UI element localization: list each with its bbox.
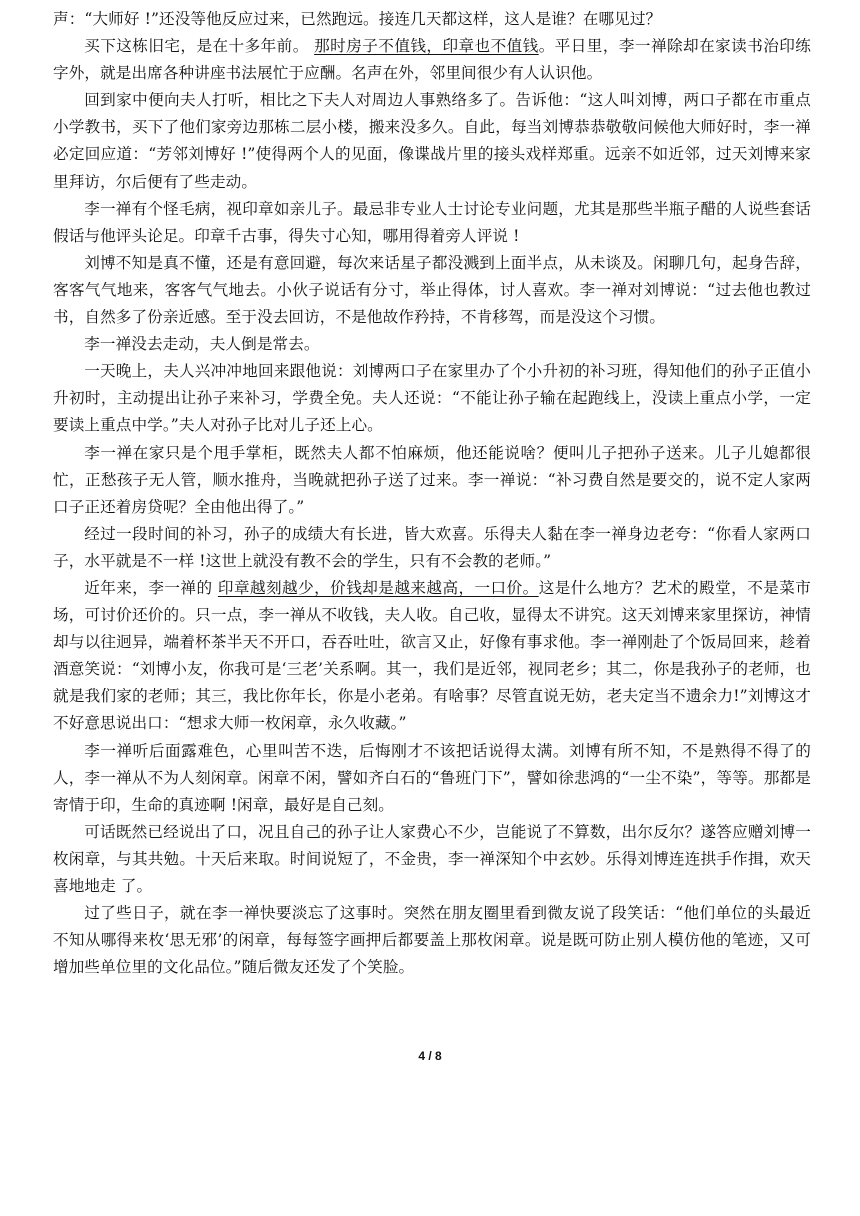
text-run: 。平日里，李一禅除却在家读书治印练字外，就是出席各种讲座书法展忙于应酬。名声在外，邻里间很少有人认识他。 bbox=[53, 37, 811, 83]
paragraph bbox=[53, 196, 811, 250]
paragraph bbox=[53, 250, 811, 331]
text-run: 一天晚上，夫人兴冲冲地回来跟他说：刘博两口子在家里办了个小升初的补习班，得知他们的孙子正值小升初时，主动提出让孙子来补习，学费全免。夫人还说：“不能让孙子输在起跑线上，没读上重点小学，一定要读上重点中学。”夫人对孙子比对儿子还上心。 bbox=[53, 362, 811, 435]
paragraph bbox=[53, 358, 811, 439]
text-run: 经过一段时间的补习，孙子的成绩大有长进，皆大欢喜。乐得夫人黏在李一禅身边老夸：“你看人家两口子，水平就是不一样 !这世上就没有教不会的学生，只有不会教的老师。” bbox=[53, 524, 811, 570]
page-number: 4 / 8 bbox=[418, 1049, 442, 1063]
text-run: 李一禅有个怪毛病，视印章如亲儿子。最忌非专业人士讨论专业问题，尤其是那些半瓶子醋的人说些套话假话与他评头论足。印章千古事，得失寸心知，哪用得着旁人评说 ! bbox=[53, 199, 811, 245]
text-run: 近年来，李一禅的 bbox=[84, 578, 218, 597]
paragraph bbox=[53, 331, 811, 358]
text-run: 买下这栋旧宅，是在十多年前。 bbox=[84, 37, 315, 56]
paragraph bbox=[53, 900, 811, 981]
paragraph bbox=[53, 6, 811, 33]
text-run: 可话既然已经说出了口，况且自己的孙子让人家费心不少，岂能说了不算数，出尔反尔？遂答应赠刘博一枚闲章，与其共勉。十天后来取。时间说短了，不金贵，李一禅深知个中玄妙。乐得刘博连连拱手作揖，欢天喜地地走 了。 bbox=[53, 822, 811, 895]
text-run: 过了些日子，就在李一禅快要淡忘了这事时。突然在朋友圈里看到微友说了段笑话：“他们单位的头最近不知从哪得来枚‘思无邪’的闲章，每每签字画押后都要盖上那枚闲章。说是既可防止别人模仿他的笔迹，又可增加些单位里的文化品位。”随后微友还发了个笑脸。 bbox=[53, 904, 811, 977]
underlined-text: 那时房子不值钱，印章也不值钱 bbox=[314, 37, 539, 56]
text-run: 李一禅没去走动，夫人倒是常去。 bbox=[84, 335, 320, 354]
text-run: 回到家中便向夫人打听，相比之下夫人对周边人事熟络多了。告诉他：“这人叫刘博，两口子都在市重点小学教书，买下了他们家旁边那栋二层小楼，搬来没多久。自此，每当刘博恭恭敬敬问候他大师好时，李一禅必定回应道：“芳邻刘博好 !”使得两个人的见面，像谍战片里的接头戏样郑重。远亲不如近邻，过天刘博来家里拜访，尔后便有了些走动。 bbox=[53, 91, 811, 191]
text-run: 李一禅听后面露难色，心里叫苦不迭，后悔刚才不该把话说得太满。刘博有所不知，不是熟得不得了的人，李一禅从不为人刻闲章。闲章不闲，譬如齐白石的“鲁班门下”，譬如徐悲鸿的“一尘不染”，等等。那都是寄情于印，生命的真迹啊 !闲章，最好是自己刻。 bbox=[53, 741, 811, 814]
paragraph bbox=[53, 575, 811, 738]
document-body bbox=[53, 6, 811, 981]
text-run: 李一禅在家只是个甩手掌柜，既然夫人都不怕麻烦，他还能说啥？便叫儿子把孙子送来。儿子儿媳都很忙，正愁孩子无人管，顺水推舟，当晚就把孙子送了过来。李一禅说：“补习费自然是要交的，说不定人家两口子正还着房贷呢？全由他出得了。” bbox=[53, 443, 811, 516]
paragraph bbox=[53, 87, 811, 195]
paragraph bbox=[53, 738, 811, 819]
underlined-text: 印章越刻越少，价钱却是越来越高，一口价。 bbox=[217, 578, 539, 597]
paragraph bbox=[53, 819, 811, 900]
text-run: 刘博不知是真不懂，还是有意回避，每次来话星子都没溅到上面半点，从未谈及。闲聊几句，起身告辞，客客气气地来，客客气气地去。小伙子说话有分寸，举止得体，讨人喜欢。李一禅对刘博说：“过去他也教过书，自然多了份亲近感。至于没去回访，不是他故作矜持，不肯移驾，而是没这个习惯。 bbox=[53, 253, 811, 327]
paragraph bbox=[53, 440, 811, 521]
paragraph bbox=[53, 521, 811, 575]
text-run: 这是什么地方？艺术的殿堂，不是菜市场，可讨价还价的。只一点，李一禅从不收钱，夫人收。自己收，显得太不讲究。这天刘博来家里探访，神情却与以往迥异，端着杯茶半天不开口，吞吞吐吐，欲言又止，好像有事求他。李一禅刚赴了个饭局回来，趁着酒意笑说：“刘博小友，你我可是‘三老’关系啊。其一，我们是近邻，视同老乡；其二，你是我孙子的老师，也就是我们家的老师；其三，我比你年长，你是小老弟。有啥事？尽管直说无妨，老夫定当不遗余力!”刘博这才不好意思说出口：“想求大师一枚闲章，永久收藏。” bbox=[53, 578, 811, 733]
paragraph bbox=[53, 33, 811, 87]
text-run: 声：“大师好 !”还没等他反应过来，已然跑远。接连几天都这样，这人是谁？在哪见过？ bbox=[53, 10, 662, 28]
